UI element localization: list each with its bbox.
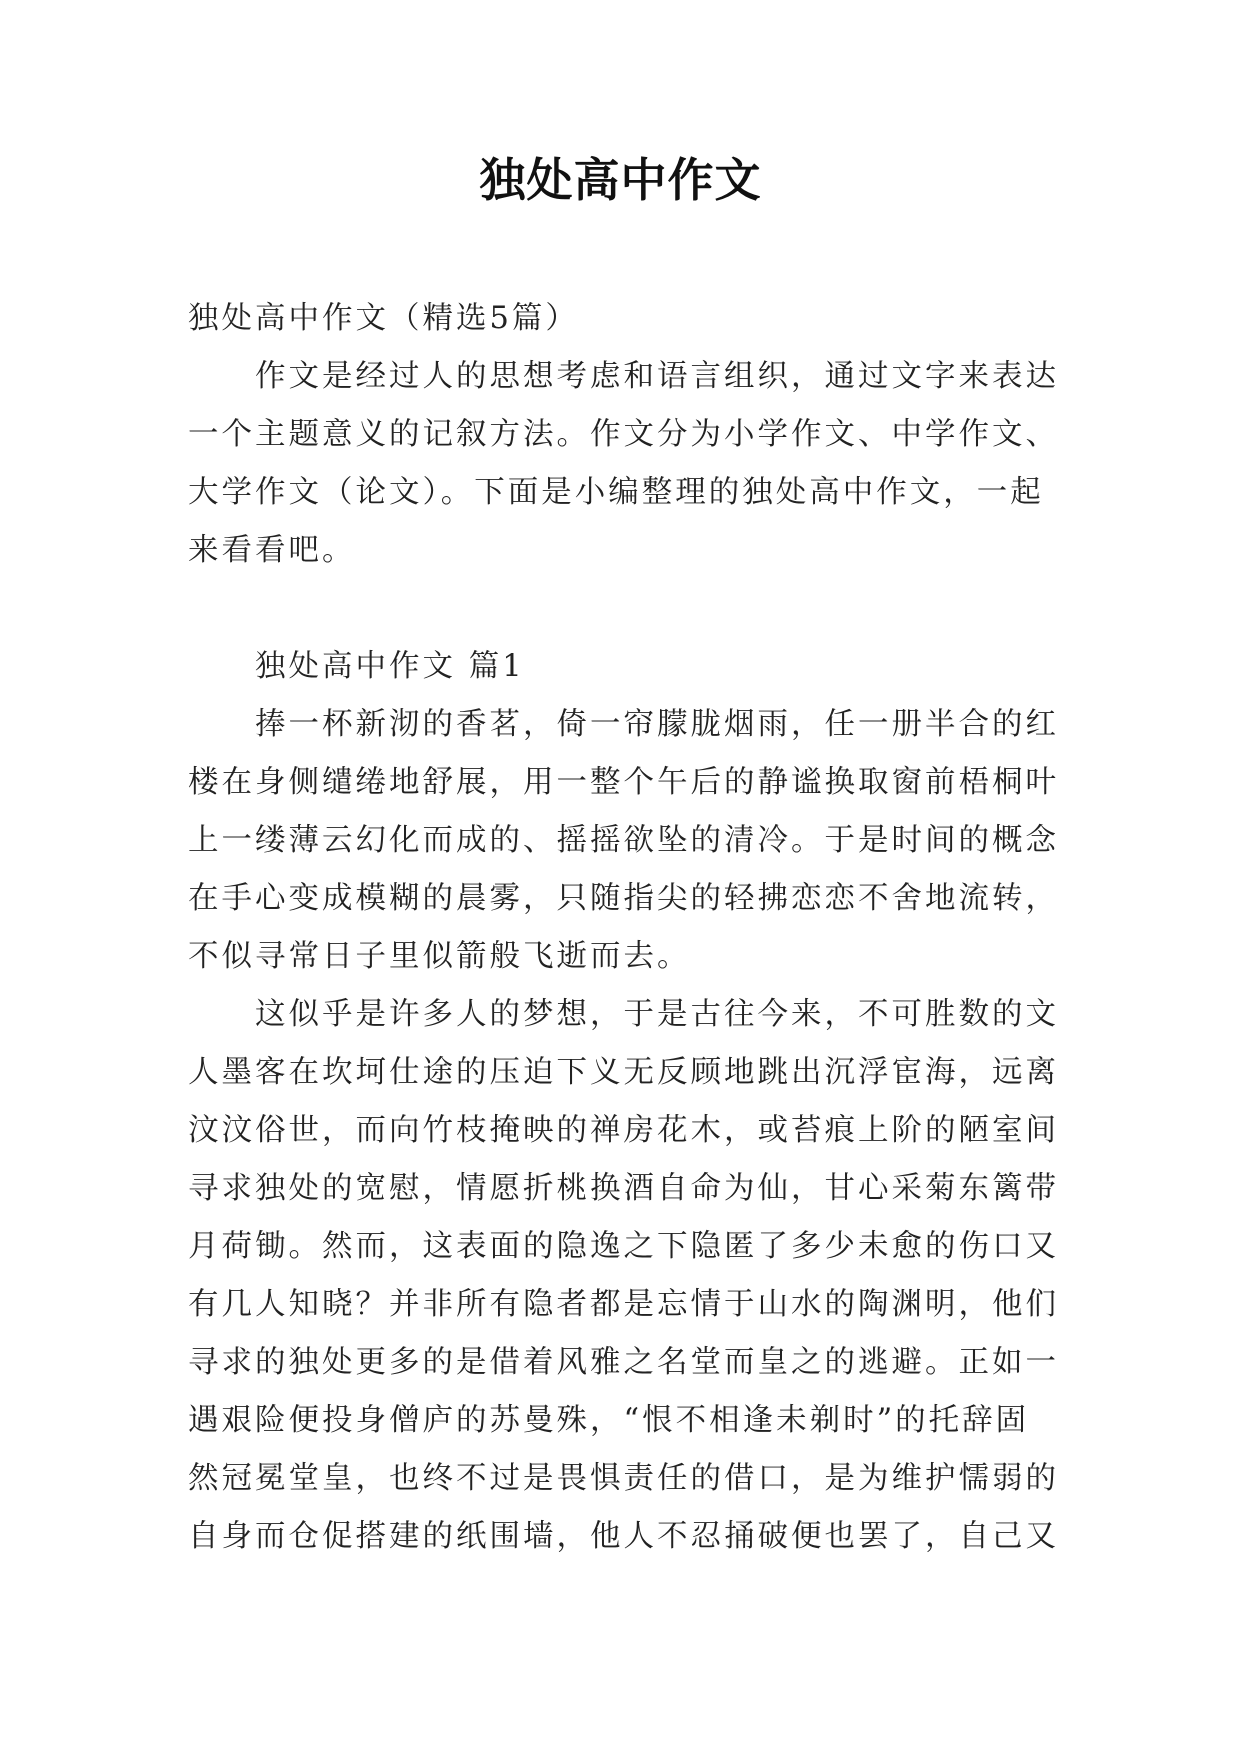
document-body: [188, 290, 1068, 1566]
paragraph-line: 汶汶俗世，而向竹枝掩映的禅房花木，或苔痕上阶的陋室间: [188, 1113, 1059, 1148]
paragraph-line: 月荷锄。然而，这表面的隐逸之下隐匿了多少未愈的伤口又: [188, 1229, 1059, 1264]
paragraph-line: 这似乎是许多人的梦想，于是古往今来，不可胜数的文: [188, 997, 1059, 1032]
intro-line: 作文是经过人的思想考虑和语言组织，通过文字来表达: [188, 359, 1059, 394]
paragraph-line: 寻求独处的宽慰，情愿折桃换酒自命为仙，甘心采菊东篱带: [188, 1171, 1059, 1206]
paragraph-line: 寻求的独处更多的是借着风雅之名堂而皇之的逃避。正如一: [188, 1345, 1059, 1380]
paragraph-line: 上一缕薄云幻化而成的、摇摇欲坠的清冷。于是时间的概念: [188, 823, 1059, 858]
paragraph-line: 楼在身侧缱绻地舒展，用一整个午后的静谧换取窗前梧桐叶: [188, 765, 1059, 800]
paragraph-line: 不似寻常日子里似箭般飞逝而去。: [188, 939, 691, 974]
blank-line: [188, 580, 1068, 638]
document-title: 独处高中作文: [479, 153, 762, 207]
paragraph-line: 遇艰险便投身僧庐的苏曼殊，“恨不相逢未剃时”的托辞固: [188, 1403, 1030, 1438]
paragraph-line: 捧一杯新沏的香茗，倚一帘朦胧烟雨，任一册半合的红: [188, 707, 1059, 742]
intro-line: 来看看吧。: [188, 533, 356, 568]
section-heading: 独处高中作文 篇1: [188, 649, 525, 684]
intro-line: 大学作文（论文）。下面是小编整理的独处高中作文，一起: [188, 475, 1044, 510]
document-subtitle: 独处高中作文（精选5篇）: [188, 301, 579, 336]
paragraph-line: 有几人知晓？并非所有隐者都是忘情于山水的陶渊明，他们: [188, 1287, 1059, 1322]
paragraph-line: 自身而仓促搭建的纸围墙，他人不忍捅破便也罢了，自己又: [188, 1519, 1059, 1554]
paragraph-line: 在手心变成模糊的晨雾，只随指尖的轻拂恋恋不舍地流转，: [188, 881, 1059, 916]
paragraph-line: 然冠冕堂皇，也终不过是畏惧责任的借口，是为维护懦弱的: [188, 1461, 1059, 1496]
paragraph-line: 人墨客在坎坷仕途的压迫下义无反顾地跳出沉浮宦海，远离: [188, 1055, 1059, 1090]
intro-line: 一个主题意义的记叙方法。作文分为小学作文、中学作文、: [188, 417, 1059, 452]
